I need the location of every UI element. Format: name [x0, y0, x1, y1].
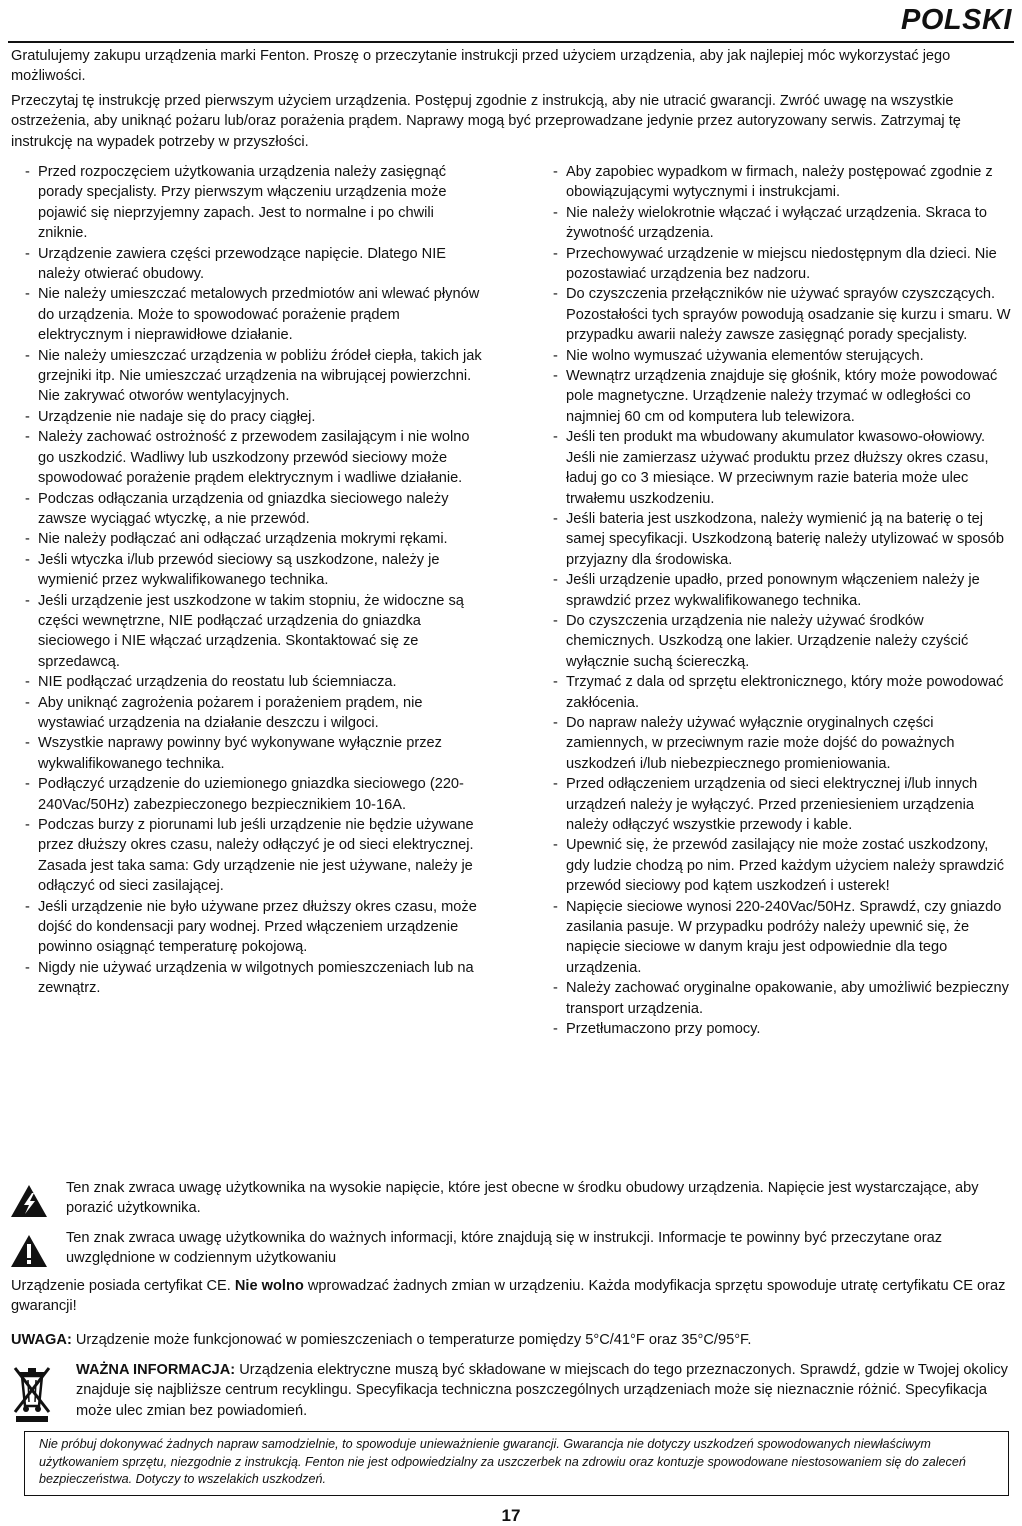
list-item: - Przechowywać urządzenie w miejscu niedostępnym dla dzieci. Nie pozostawiać urządzenia bez nadzoru. — [551, 244, 1013, 285]
weee-information — [76, 1360, 1014, 1421]
exclamation-warning-icon — [10, 1234, 48, 1268]
list-item: - Napięcie sieciowe wynosi 220-240Vac/50Hz. Sprawdź, czy gniazdo zasilania pasuje. W przypadku podróży należy upewnić się, że napięcie sieciowe w danym kraju jest odpowiednie dla tego urządzenia. — [551, 897, 1013, 979]
list-item: - Należy zachować ostrożność z przewodem zasilającym i nie wolno go uszkodzić. Wadliwy lub uszkodzony przewód sieciowy może spowodować porażenie prądem elektrycznym i wadliwe działanie. — [23, 427, 485, 488]
list-item: - Podczas odłączania urządzenia od gniazdka sieciowego należy zawsze wyciągać wtyczkę, a nie przewód. — [23, 489, 485, 530]
list-item: - Jeśli wtyczka i/lub przewód sieciowy są uszkodzone, należy je wymienić przez wykwalifikowanego technika. — [23, 550, 485, 591]
ce-bold-text: Nie wolno — [234, 1278, 304, 1294]
weee-label: WAŻNA INFORMACJA: — [76, 1362, 236, 1378]
ce-text-start: Urządzenie posiada certyfikat CE. — [11, 1278, 235, 1294]
list-item: - Podłączyć urządzenie do uziemionego gniazdka sieciowego (220-240Vac/50Hz) zabezpieczonego bezpiecznikiem 10-16A. — [23, 774, 485, 815]
warranty-disclaimer-text: Nie próbuj dokonywać żadnych napraw samodzielnie, to spowoduje unieważnienie gwarancji. Gwarancja nie dotyczy uszkodzeń spowodowanych niewłaściwym użytkowaniem sprzętu, niezgodnie z instrukcją. Fenton nie jest odpowiedzialny za uszczerbek na zdrowiu oraz kontuzje spowodowane niestosowaniem się do zaleceń bezpieczeństwa. Dotyczy to wszelakich uszkodzeń. — [39, 1437, 966, 1487]
list-item: - Należy zachować oryginalne opakowanie, aby umożliwić bezpieczny transport urządzenia. — [551, 978, 1013, 1019]
list-item: - Aby uniknąć zagrożenia pożarem i porażeniem prądem, nie wystawiać urządzenia na działanie deszczu i wilgoci. — [23, 693, 485, 734]
list-item: - Urządzenie nie nadaje się do pracy ciągłej. — [23, 407, 485, 427]
list-item: - Przed rozpoczęciem użytkowania urządzenia należy zasięgnąć porady specjalisty. Przy pierwszym włączeniu urządzenia może pojawić się nieprzyjemny zapach. Jest to normalne i po chwili zniknie. — [23, 162, 485, 244]
intro-paragraph-2: Przeczytaj tę instrukcję przed pierwszym użyciem urządzenia. Postępuj zgodnie z instrukcją, aby nie utracić gwarancji. Zwróć uwagę na wszystkie ostrzeżenia, aby uniknąć pożaru lub/oraz porażenia prądem. Naprawy mogą być przeprowadzane jedynie przez autoryzowany serwis. Zatrzymaj tę instrukcję na wypadek potrzeby w przyszłości. — [11, 93, 961, 150]
list-item: - NIE podłączać urządzenia do reostatu lub ściemniacza. — [23, 672, 485, 692]
weee-text: Urządzenia elektryczne muszą być składowane w miejscach do tego przeznaczonych. Sprawdź, gdzie w Twojej okolicy znajduje się najbliższe centrum recyklingu. Specyfikacja techniczna poszczególnych urządzeniach może się nieznacznie różnić. Specyfikacja może ulec zmian bez powiadomień. — [76, 1362, 1008, 1419]
list-item: - Upewnić się, że przewód zasilający nie może zostać uszkodzony, gdy ludzie chodzą po nim. Przed każdym użyciem należy sprawdzić przewód sieciowy pod kątem uszkodzeń i usterek! — [551, 835, 1013, 896]
list-item: - Jeśli urządzenie jest uszkodzone w takim stopniu, że widoczne są części wewnętrzne, NIE podłączać urządzenia do gniazdka sieciowego i NIE włączać urządzenia. Skontaktować się ze sprzedawcą. — [23, 591, 485, 673]
uwaga-label: UWAGA: — [11, 1332, 72, 1348]
list-item: - Nie należy podłączać ani odłączać urządzenia mokrymi rękami. — [23, 529, 485, 549]
list-item: - Przed odłączeniem urządzenia od sieci elektrycznej i/lub innych urządzeń należy je wyłączyć. Przed przeniesieniem urządzenia należy odłączyć wszystkie przewody i kable. — [551, 774, 1013, 835]
list-item: - Nie należy umieszczać urządzenia w pobliżu źródeł ciepła, takich jak grzejniki itp. Nie umieszczać urządzenia na wibrującej powierzchni. Nie zakrywać otworów wentylacyjnych. — [23, 346, 485, 407]
list-item: - Jeśli ten produkt ma wbudowany akumulator kwasowo-ołowiowy. Jeśli nie zamierzasz używać produktu przez dłuższy okres czasu, ładuj go co 3 miesiące. W przeciwnym razie bateria może ulec trwałemu uszkodzeniu. — [551, 427, 1013, 509]
list-item: - Do czyszczenia urządzenia nie należy używać środków chemicznych. Uszkodzą one lakier. Urządzenie należy czyścić wyłącznie suchą ściereczką. — [551, 611, 1013, 672]
page-number: 17 — [501, 1506, 521, 1525]
list-item: - Trzymać z dala od sprzętu elektronicznego, który może powodować zakłócenia. — [551, 672, 1013, 713]
ce-text-end: wprowadzać żadnych zmian w urządzeniu. Każda modyfikacja sprzętu spowoduje utratę certyfikatu CE oraz gwarancji! — [11, 1278, 1006, 1315]
uwaga-text: Urządzenie może funkcjonować w pomieszczeniach o temperaturze pomiędzy 5°C/41°F oraz 35°C/95°F. — [71, 1332, 752, 1348]
intro-paragraph-1: Gratulujemy zakupu urządzenia marki Fenton. Proszę o przeczytanie instrukcji przed użyciem urządzenia, aby jak najlepiej móc wykorzystać jego możliwości. — [11, 48, 951, 85]
list-item: - Urządzenie zawiera części przewodzące napięcie. Dlatego NIE należy otwierać obudowy. — [23, 244, 485, 285]
weee-crossed-bin-icon — [12, 1364, 52, 1422]
uwaga-paragraph — [11, 1330, 1013, 1350]
important-info-text: Ten znak zwraca uwagę użytkownika do ważnych informacji, które znajdują się w instrukcji. Informacje te powinny być przeczytane oraz uwzględnione w codziennym użytkowaniu — [66, 1230, 943, 1267]
high-voltage-text: Ten znak zwraca uwagę użytkownika na wysokie napięcie, które jest obecne w środku obudowy urządzenia. Napięcie jest wystarczające, aby porazić użytkownika. — [66, 1180, 979, 1217]
high-voltage-icon — [10, 1184, 48, 1218]
language-title: POLSKI — [901, 4, 1012, 36]
list-item: - Jeśli bateria jest uszkodzona, należy wymienić ją na baterię o tej samej specyfikacji. Uszkodzoną baterię należy utylizować w sposób przyjazny dla środowiska. — [551, 509, 1013, 570]
list-item: - Wszystkie naprawy powinny być wykonywane wyłącznie przez wykwalifikowanego technika. — [23, 733, 485, 774]
list-item: - Podczas burzy z piorunami lub jeśli urządzenie nie będzie używane przez dłuższy okres czasu, należy odłączyć je od sieci elektrycznej. Zasada jest taka sama: Gdy urządzenie nie jest używane, należy je odłączyć od sieci zasilającej. — [23, 815, 485, 897]
list-item: - Przetłumaczono przy pomocy. — [551, 1019, 1013, 1039]
list-item: - Jeśli urządzenie upadło, przed ponownym włączeniem należy je sprawdzić przez wykwalifikowanego technika. — [551, 570, 1013, 611]
list-item: - Nie wolno wymuszać używania elementów sterujących. — [551, 346, 1013, 366]
title-divider — [8, 41, 1014, 43]
list-item: - Do czyszczenia przełączników nie używać sprayów czyszczących. Pozostałości tych sprayów powodują osadzanie się kurzu i smaru. W przypadku awarii należy zawsze zasięgnąć porady specjalisty. — [551, 284, 1013, 345]
ce-certificate-paragraph — [11, 1276, 1013, 1317]
safety-list-right — [551, 162, 1013, 1039]
warranty-disclaimer-box — [24, 1431, 1009, 1496]
list-item: - Nie należy wielokrotnie włączać i wyłączać urządzenia. Skraca to żywotność urządzenia. — [551, 203, 1013, 244]
list-item: - Jeśli urządzenie nie było używane przez dłuższy okres czasu, może dojść do kondensacji pary wodnej. Przed włączeniem urządzenie powinno osiągnąć temperaturę pokojową. — [23, 897, 485, 958]
list-item: - Nie należy umieszczać metalowych przedmiotów ani wlewać płynów do urządzenia. Może to spowodować porażenie prądem elektrycznym i nieprawidłowe działanie. — [23, 284, 485, 345]
list-item: - Nigdy nie używać urządzenia w wilgotnych pomieszczeniach lub na zewnątrz. — [23, 958, 485, 999]
safety-list-left — [23, 162, 485, 999]
list-item: - Aby zapobiec wypadkom w firmach, należy postępować zgodnie z obowiązującymi wytycznymi i instrukcjami. — [551, 162, 1013, 203]
list-item: - Do napraw należy używać wyłącznie oryginalnych części zamiennych, w przeciwnym razie może dojść do poważnych uszkodzeń i/lub niebezpiecznego promieniowania. — [551, 713, 1013, 774]
list-item: - Wewnątrz urządzenia znajduje się głośnik, który może powodować pole magnetyczne. Urządzenie należy trzymać w odległości co najmniej 60 cm od komputera lub telewizora. — [551, 366, 1013, 427]
